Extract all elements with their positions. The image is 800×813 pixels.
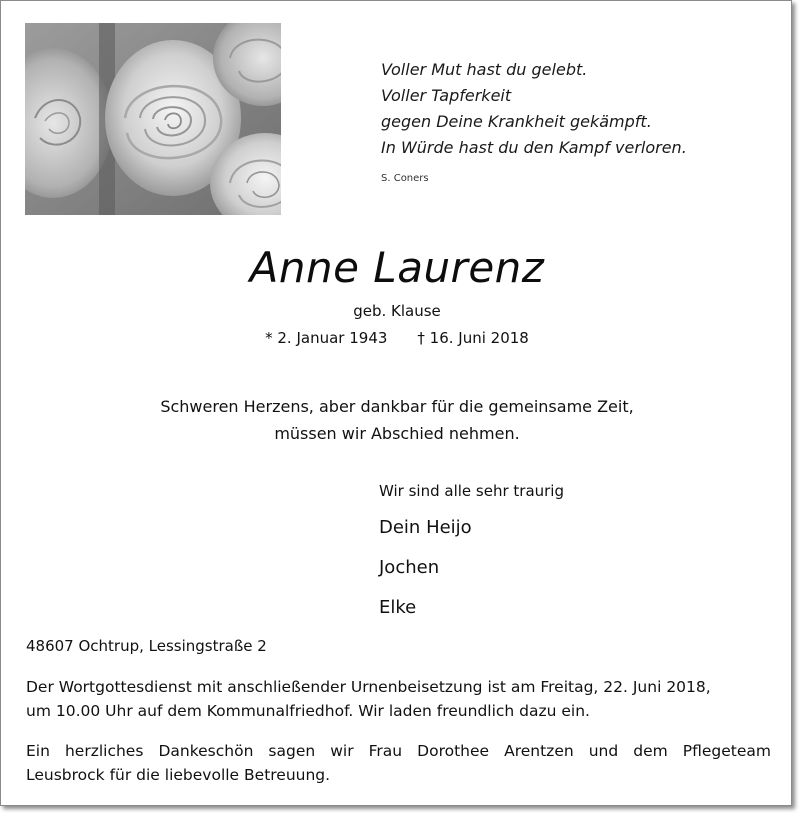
service-line: um 10.00 Uhr auf dem Kommunalfriedhof. Wir laden freundlich dazu ein.: [26, 702, 590, 720]
thanks-line: Ein herzliches Dankeschön sagen wir Frau Dorothee Arentzen und dem Pflegeteam: [26, 742, 771, 760]
family-address: 48607 Ochtrup, Lessingstraße 2: [26, 637, 267, 655]
death-date: † 16. Juni 2018: [417, 329, 529, 347]
service-line: Der Wortgottesdienst mit anschließender Urnenbeisetzung ist am Freitag, 22. Juni 2018,: [26, 678, 711, 696]
mourners-intro: Wir sind alle sehr traurig: [379, 482, 564, 500]
life-dates: [1, 329, 793, 347]
farewell-message: [1, 393, 793, 447]
farewell-line: müssen wir Abschied nehmen.: [274, 424, 520, 443]
poem-line: In Würde hast du den Kampf verloren.: [381, 138, 687, 157]
mourner-name: Elke: [379, 597, 417, 618]
thanks-note: [26, 739, 771, 787]
birth-date: * 2. Januar 1943: [265, 329, 388, 347]
farewell-line: Schweren Herzens, aber dankbar für die gemeinsame Zeit,: [160, 397, 634, 416]
poem-line: Voller Mut hast du gelebt.: [381, 60, 588, 79]
poem-author: S. Coners: [381, 173, 429, 184]
birth-name: geb. Klause: [353, 302, 441, 320]
service-info: [26, 675, 771, 723]
mourner-name: Dein Heijo: [379, 517, 472, 538]
poem-line: Voller Tapferkeit: [381, 86, 512, 105]
mourner-name: Jochen: [379, 557, 440, 578]
thanks-line: Leusbrock für die liebevolle Betreuung.: [26, 766, 331, 784]
deceased-name: Anne Laurenz: [249, 243, 545, 292]
poem: [381, 57, 687, 161]
poem-line: gegen Deine Krankheit gekämpft.: [381, 112, 652, 131]
roses-photo: [25, 23, 281, 215]
